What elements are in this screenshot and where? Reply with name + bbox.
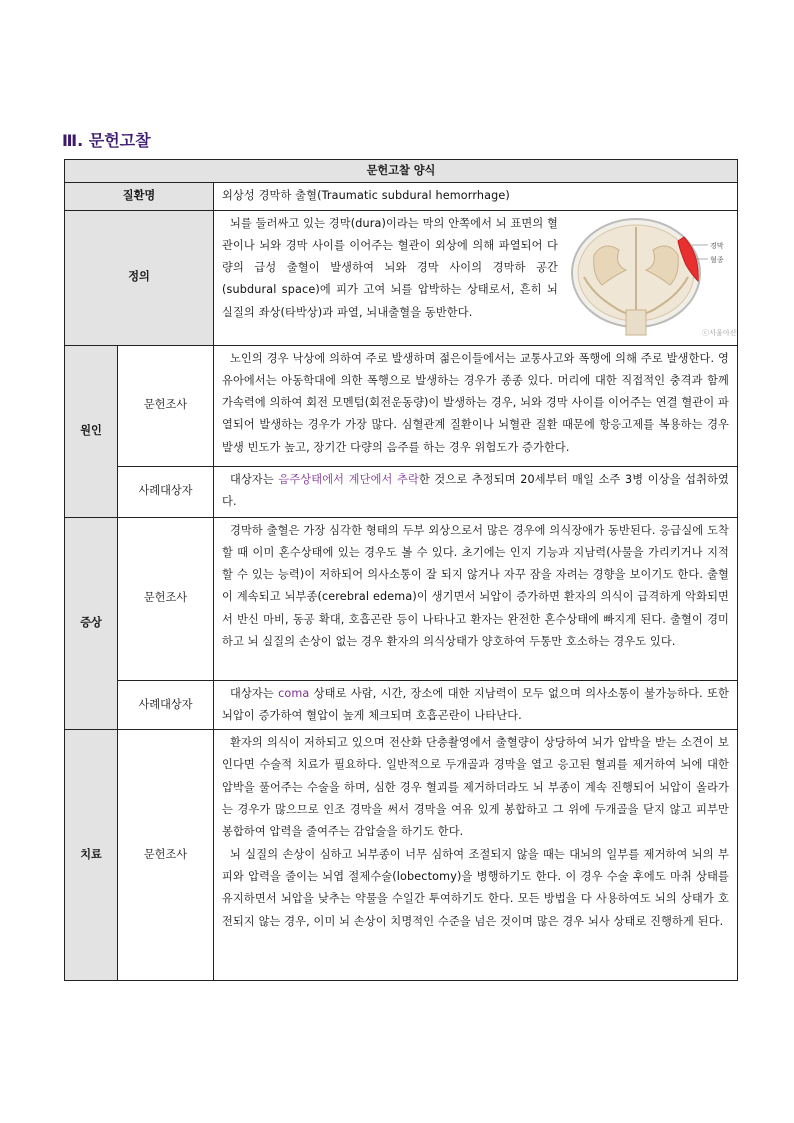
symptom-label: 증상 xyxy=(65,517,118,730)
treatment-lit-label: 문헌조사 xyxy=(118,730,214,981)
cause-case-row xyxy=(65,466,738,517)
symptom-lit-text: 경막하 출혈은 가장 심각한 형태의 두부 외상으로서 많은 경우에 의식장애가 동반된다. 응급실에 도착할 때 이미 혼수상태에 있는 경우도 볼 수 있다. 초기에는 인지 기능과 지남력(사물을 가리키거나 지적할 수 있는 능력)이 저하되어 의사소통이 잘 되지 않거나 자꾸 잠을 자려는 경향을 보이기도 한다. 출혈이 계속되고 뇌부종(cerebral edema)이 생기면서 뇌압이 증가하면 환자의 의식이 급격하게 악화되면서 반신 마비, 동공 확대, 호흡곤란 등이 나타나고 환자는 완전한 혼수상태에 빠지게 된다. 출혈이 경미하고 뇌 실질의 손상이 없는 경우 환자의 의식상태가 양호하여 두통만 호소하는 경우도 있다. xyxy=(222,523,729,649)
figure-label-hematoma: 혈종 xyxy=(710,255,724,264)
definition-text: 뇌를 둘러싸고 있는 경막(dura)이라는 막의 안쪽에서 뇌 표면의 혈관이나 뇌와 경막 사이를 이어주는 혈관이 외상에 의해 파열되어 다량의 급성 출혈이 발생하여 뇌와 경막 사이의 경막하 공간(subdural space)에 피가 고여 뇌를 압박하는 상태로서, 흔히 뇌 실질의 좌상(타박상)과 파열, 뇌내출혈을 동반한다. xyxy=(222,216,558,319)
treatment-row xyxy=(65,730,738,981)
cause-lit-label: 문헌조사 xyxy=(118,345,214,466)
disease-value: 외상성 경막하 출혈(Traumatic subdural hemorrhage) xyxy=(214,183,738,210)
cause-lit-row xyxy=(65,345,738,466)
cause-case-highlight: 음주상태에서 계단에서 추락 xyxy=(278,472,419,486)
literature-review-table xyxy=(64,159,738,981)
figure-watermark: ⓒ서울아산 xyxy=(702,328,737,337)
symptom-case-text: 대상자는 coma 상태로 사람, 시간, 장소에 대한 지남력이 모두 없으며 의사소통이 불가능하다. 또한 뇌압이 증가하여 혈압이 높게 체크되며 호흡곤란이 나타난다. xyxy=(222,686,729,722)
symptom-lit-label: 문헌조사 xyxy=(118,517,214,680)
symptom-case-label: 사례대상자 xyxy=(118,680,214,730)
definition-label: 정의 xyxy=(65,210,214,345)
cause-label: 원인 xyxy=(65,345,118,517)
treatment-text-1: 환자의 의식이 저하되고 있으며 전산화 단층촬영에서 출혈량이 상당하여 뇌가 압박을 받는 소견이 보인다면 수술적 치료가 필요하다. 일반적으로 두개골과 경막을 열고 응고된 혈괴를 제거하여 뇌에 대한 압박을 풀어주는 수술을 하며, 심한 경우 혈괴를 제거하더라도 뇌 부종이 계속 진행되어 뇌압이 올라가는 경우가 많으므로 인조 경막을 써서 경막을 여유 있게 봉합하고 그 위에 두개골을 닫지 않고 피부만 봉합하여 압력을 줄여주는 감압술을 하기도 한다. xyxy=(222,736,729,839)
symptom-case-row xyxy=(65,680,738,730)
cause-case-text: 대상자는 음주상태에서 계단에서 추락한 것으로 추정되며 20세부터 매일 소주 3병 이상을 섭취하였다. xyxy=(222,472,730,508)
treatment-text-2: 뇌 실질의 손상이 심하고 뇌부종이 너무 심하여 조절되지 않을 때는 대뇌의 일부를 제거하여 뇌의 부피와 압력을 줄이는 뇌엽 절제수술(lobectomy)을 병행하기도 한다. 이 경우 수술 후에도 마취 상태를 유지하면서 뇌압을 낮추는 약물을 수일간 투여하기도 한다. 모든 방법을 다 사용하여도 뇌의 상태가 호전되지 않는 경우, 이미 뇌 손상이 치명적인 수준을 넘은 것이며 많은 경우 뇌사 상태로 진행하게 된다. xyxy=(222,847,729,928)
treatment-label: 치료 xyxy=(65,730,118,981)
brain-hematoma-figure xyxy=(564,215,737,340)
table-header-row xyxy=(65,160,738,183)
symptom-lit-row xyxy=(65,517,738,680)
figure-label-dura: 경막 xyxy=(710,241,724,250)
section-title: Ⅲ. 문헌고찰 xyxy=(62,131,151,150)
disease-label: 질환명 xyxy=(65,183,214,210)
cause-lit-text: 노인의 경우 낙상에 의하여 주로 발생하며 젊은이들에서는 교통사고와 폭행에 의해 주로 발생한다. 영유아에서는 아동학대에 의한 폭행으로 발생하는 경우가 종종 있다. 머리에 대한 직접적인 충격과 함께 가속력에 의하여 회전 모멘텀(회전운동량)이 발생하는 경우, 뇌와 경막 사이를 이어주는 연결 혈관이 파열되어 발생하는 경우가 가장 많다. 심혈관계 질환이나 뇌혈관 질환 때문에 항응고제를 복용하는 경우 발생 빈도가 높고, 장기간 다량의 음주를 하는 경우 위험도가 증가한다. xyxy=(222,351,729,454)
disease-row xyxy=(65,183,738,210)
cause-case-label: 사례대상자 xyxy=(118,466,214,517)
symptom-case-highlight: coma xyxy=(278,686,310,700)
definition-row xyxy=(65,210,738,345)
table-header: 문헌고찰 양식 xyxy=(65,160,738,183)
